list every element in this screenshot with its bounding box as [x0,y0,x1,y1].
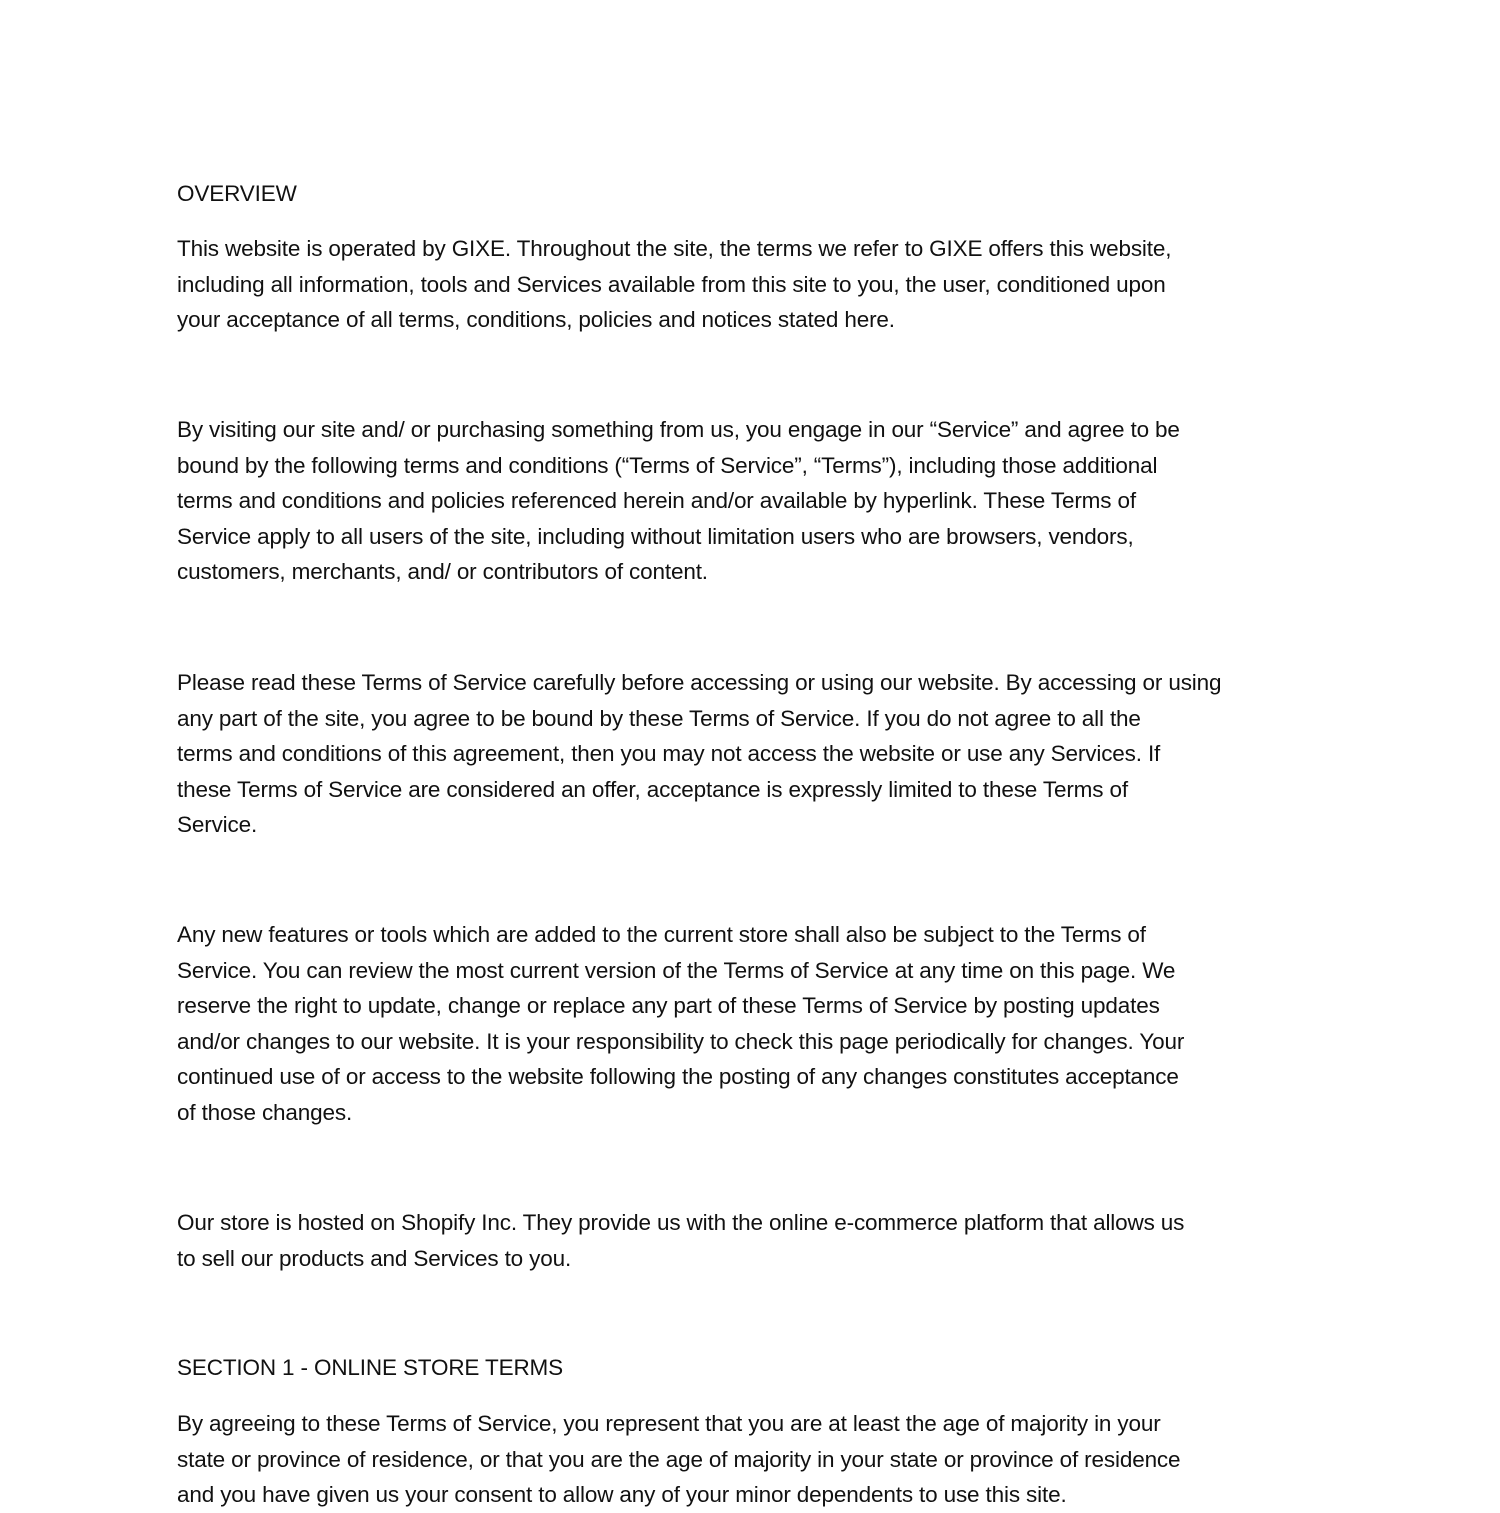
paragraph-line: Our store is hosted on Shopify Inc. They provide us with the online e-commerce platform that allows us [177,1210,1185,1235]
paragraph-line: including all information, tools and Services available from this site to you, the user, conditioned upon [177,271,1166,297]
paragraph-line: any part of the site, you agree to be bound by these Terms of Service. If you do not agree to all the [177,705,1141,731]
heading-section-1 [177,1350,563,1386]
paragraph-line: continued use of or access to the website following the posting of any changes constitutes acceptance [177,1064,1179,1089]
paragraph-line: Service. You can review the most current version of the Terms of Service at any time on this page. We [177,957,1176,983]
paragraph-line: of those changes. [177,1099,353,1125]
paragraph-age-of-majority [177,1406,1180,1513]
paragraph-line: and you have given us your consent to allow any of your minor dependents to use this site. [177,1482,1067,1507]
heading-text: OVERVIEW [177,181,297,206]
paragraph-shopify [177,1205,1184,1276]
paragraph-line: terms and conditions of this agreement, then you may not access the website or use any Services. If [177,741,1161,766]
paragraph-line: By visiting our site and/ or purchasing something from us, you engage in our “Service” and agree to be [177,417,1180,442]
paragraph-line: Please read these Terms of Service carefully before accessing or using our website. By accessing or using [177,670,1222,695]
paragraph-line: reserve the right to update, change or replace any part of these Terms of Service by posting updates [177,993,1160,1018]
paragraph-line: to sell our products and Services to you. [177,1245,572,1271]
heading-overview [177,176,297,212]
paragraph-line: Service. [177,812,258,837]
paragraph-line: This website is operated by GIXE. Throughout the site, the terms we refer to GIXE offers this website, [177,236,1172,261]
heading-text: SECTION 1 - ONLINE STORE TERMS [177,1355,563,1380]
paragraph-line: bound by the following terms and conditions (“Terms of Service”, “Terms”), including those additional [177,452,1158,478]
paragraph-line: and/or changes to our website. It is your responsibility to check this page periodically for changes. Your [177,1028,1185,1054]
paragraph-line: By agreeing to these Terms of Service, you represent that you are at least the age of majority in your [177,1411,1161,1436]
paragraph-service [177,412,1180,590]
paragraph-new-features [177,917,1184,1130]
paragraph-line: state or province of residence, or that you are the age of majority in your state or province of residence [177,1446,1181,1472]
paragraph-operator [177,231,1171,338]
paragraph-line: these Terms of Service are considered an offer, acceptance is expressly limited to these Terms of [177,776,1128,802]
paragraph-line: Service apply to all users of the site, including without limitation users who are browsers, vendors, [177,523,1134,549]
paragraph-line: your acceptance of all terms, conditions, policies and notices stated here. [177,307,895,332]
paragraph-read-carefully [177,665,1221,843]
paragraph-line: customers, merchants, and/ or contributors of content. [177,559,708,584]
paragraph-line: terms and conditions and policies referenced herein and/or available by hyperlink. These Terms of [177,488,1136,513]
paragraph-line: Any new features or tools which are added to the current store shall also be subject to the Terms of [177,922,1146,947]
